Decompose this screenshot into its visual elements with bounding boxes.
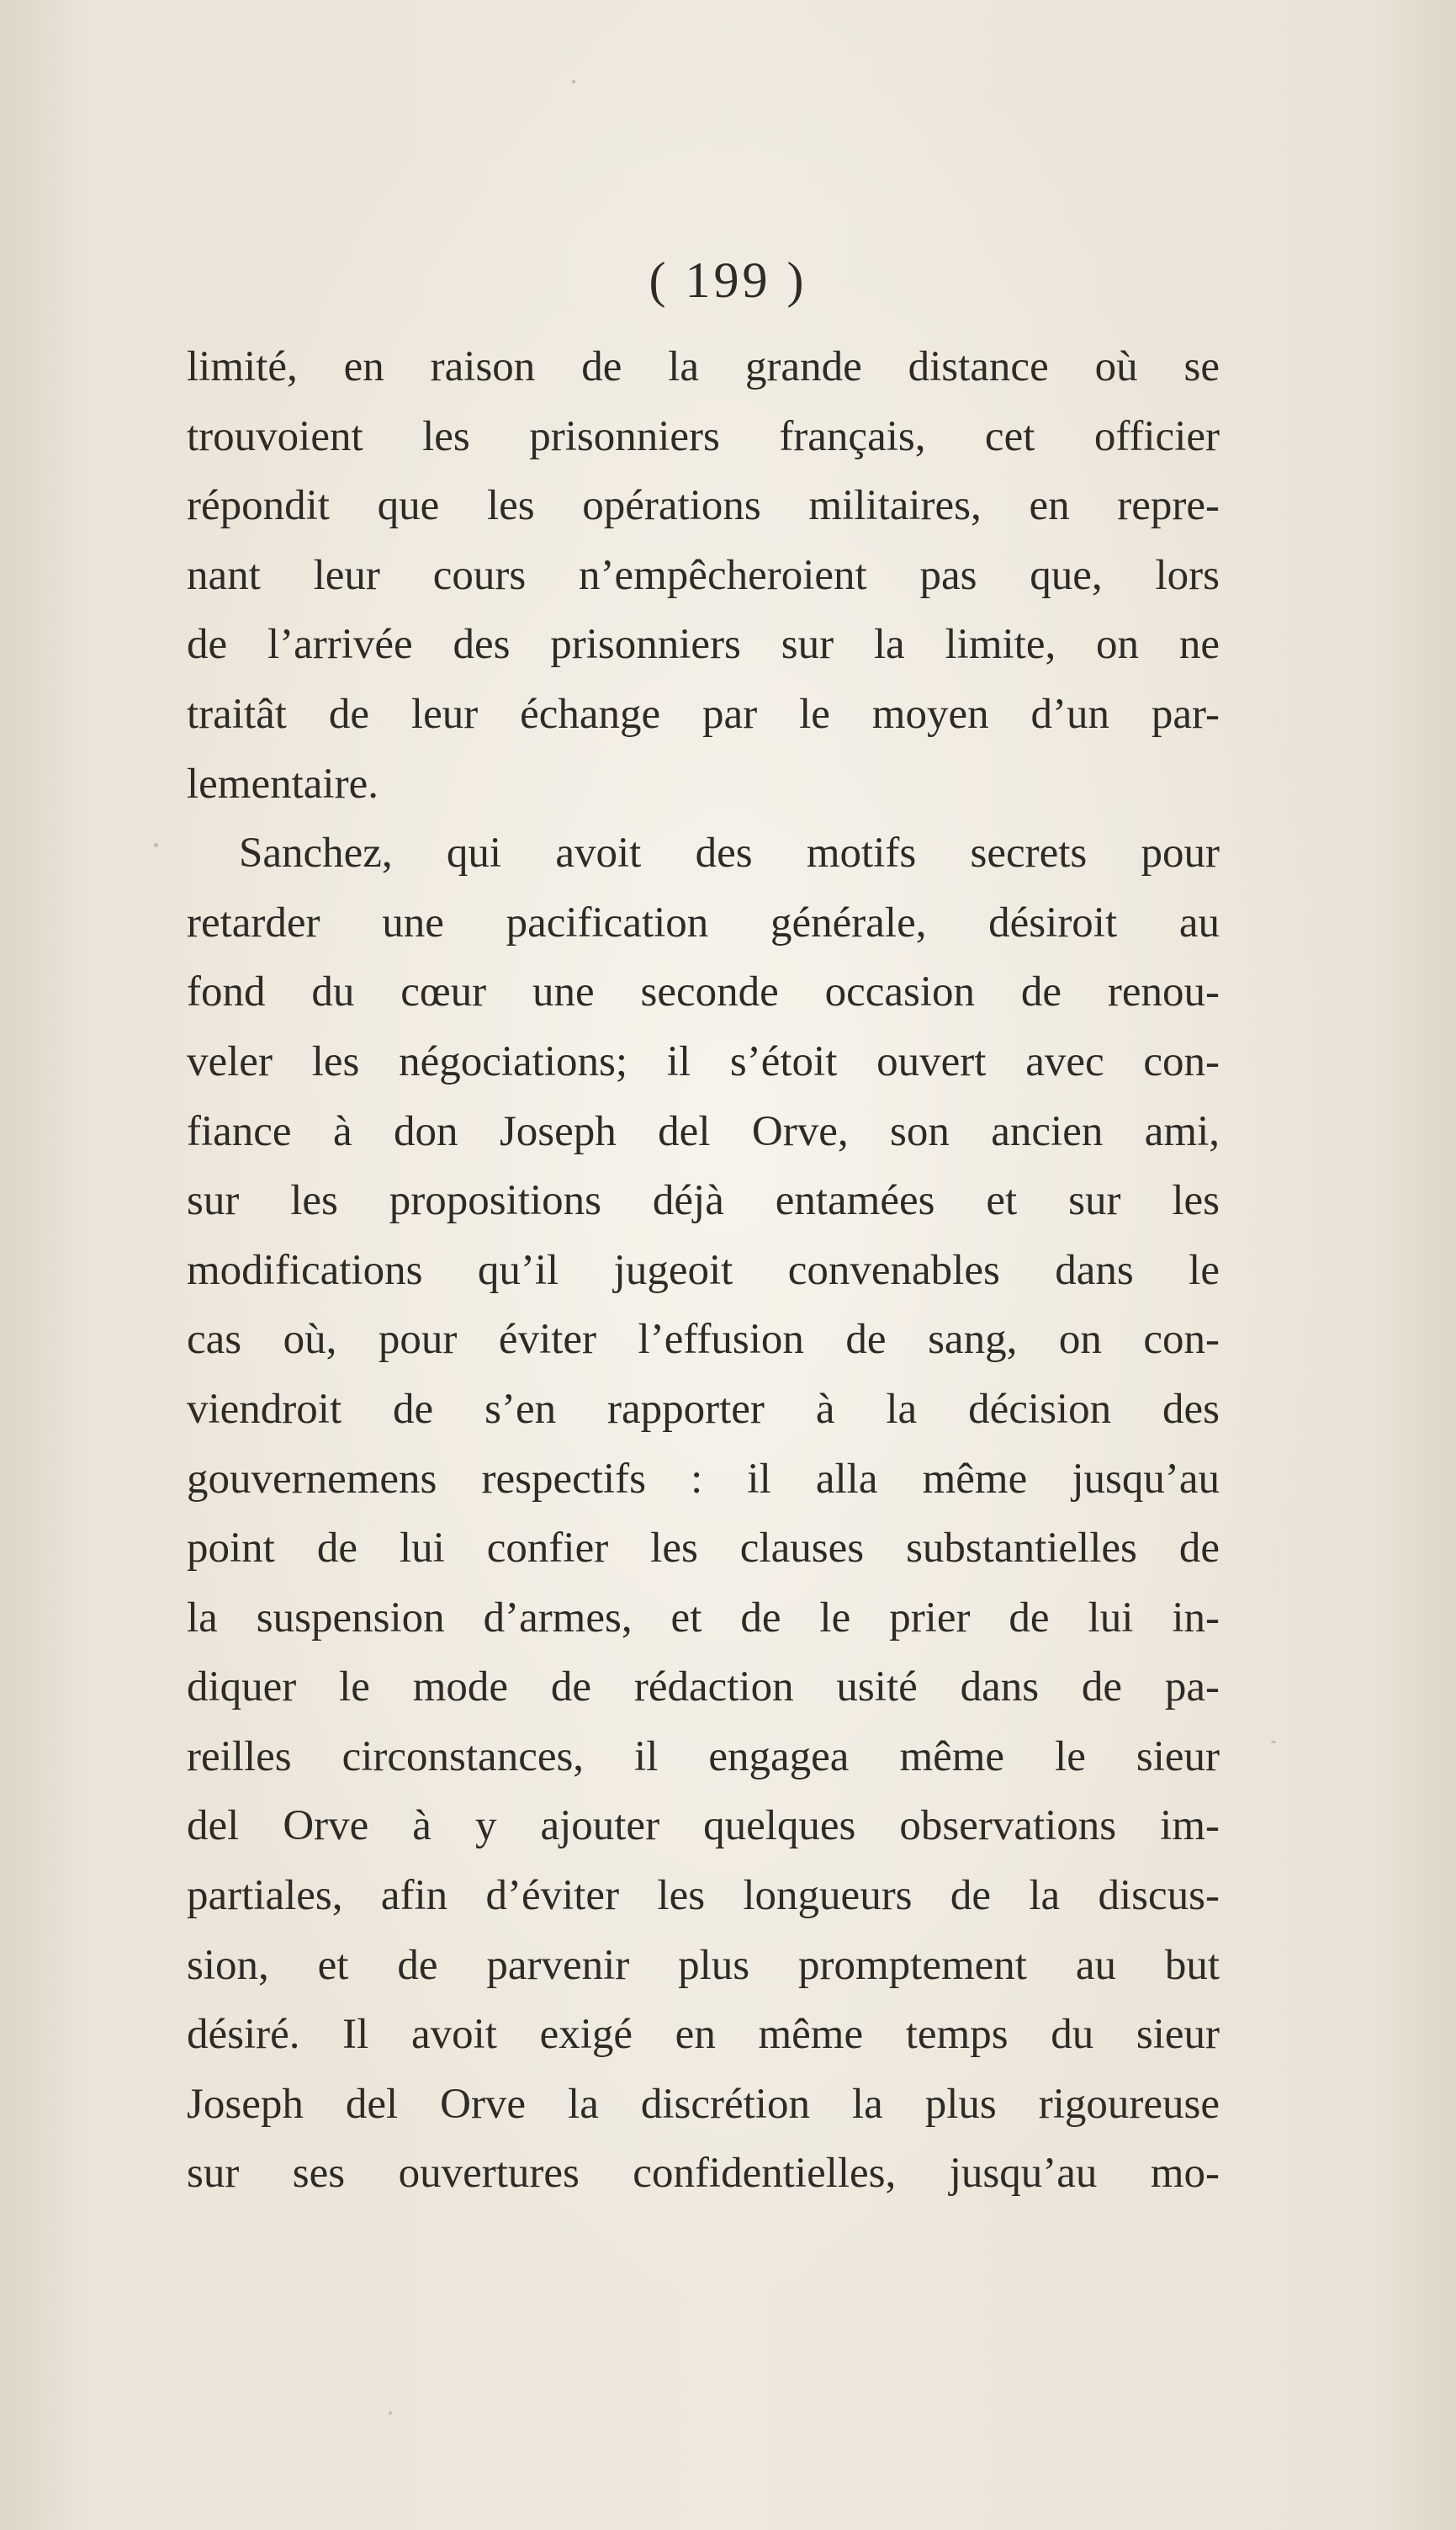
- text-line: trouvoient les prisonniers français, cet officier: [187, 412, 1220, 460]
- text-line: gouvernemens respectifs : il alla même jusqu’au: [187, 1455, 1220, 1503]
- text-line: cas où, pour éviter l’effusion de sang, on con-: [187, 1316, 1220, 1364]
- text-line: désiré. Il avoit exigé en même temps du sieur: [187, 2011, 1220, 2059]
- text-line: veler les négociations; il s’étoit ouvert avec con-: [187, 1037, 1220, 1085]
- text-line: de l’arrivée des prisonniers sur la limite, on ne: [187, 621, 1220, 669]
- text-line: traitât de leur échange par le moyen d’un par-: [187, 690, 1220, 738]
- text-line: partiales, afin d’éviter les longueurs de la discus-: [187, 1872, 1220, 1920]
- text-line: sur ses ouvertures confidentielles, jusqu’au mo-: [187, 2150, 1220, 2198]
- text-line: reilles circonstances, il engagea même le sieur: [187, 1732, 1220, 1780]
- text-line: sur les propositions déjà entamées et sur les: [187, 1177, 1220, 1225]
- text-line: nant leur cours n’empêcheroient pas que, lors: [187, 551, 1220, 599]
- text-line: fond du cœur une seconde occasion de renou-: [187, 968, 1220, 1016]
- text-line: modifications qu’il jugeoit convenables dans le: [187, 1246, 1220, 1294]
- text-line: point de lui confier les clauses substantielles de: [187, 1525, 1220, 1573]
- body-text: [187, 332, 1220, 2209]
- text-line: diquer le mode de rédaction usité dans de pa-: [187, 1663, 1220, 1711]
- paragraph-first-line: Sanchez, qui avoit des motifs secrets pour: [239, 830, 1220, 878]
- text-line: fiance à don Joseph del Orve, son ancien ami,: [187, 1107, 1220, 1155]
- paper-speck: [572, 80, 575, 83]
- paper-speck: [389, 2411, 392, 2415]
- text-line: viendroit de s’en rapporter à la décision des: [187, 1385, 1220, 1433]
- text-line: répondit que les opérations militaires, en repre-: [187, 482, 1220, 530]
- text-line: sion, et de parvenir plus promptement au but: [187, 1941, 1220, 1989]
- paragraph-last-line: lementaire.: [187, 760, 379, 808]
- paper-speck: [1271, 1741, 1276, 1743]
- page-number-header: ( 199 ): [649, 252, 807, 308]
- text-line: del Orve à y ajouter quelques observations im-: [187, 1802, 1220, 1850]
- text-line: la suspension d’armes, et de le prier de lui in-: [187, 1594, 1220, 1642]
- text-line: retarder une pacification générale, désiroit au: [187, 899, 1220, 947]
- text-line: limité, en raison de la grande distance où se: [187, 343, 1220, 390]
- paper-speck: [154, 843, 158, 847]
- text-line: Joseph del Orve la discrétion la plus rigoureuse: [187, 2080, 1220, 2128]
